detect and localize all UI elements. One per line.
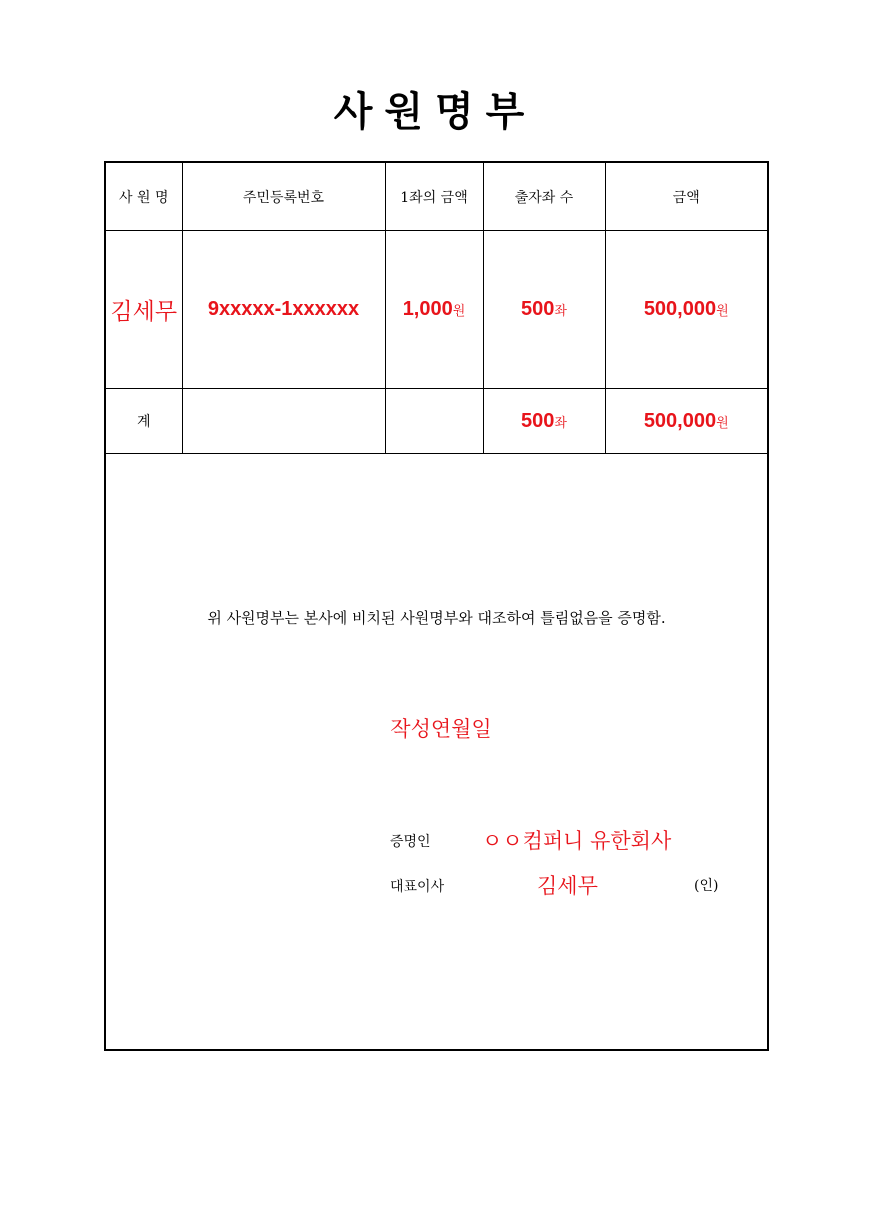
resident-number-cell (182, 231, 385, 389)
total-amount-cell (605, 389, 767, 454)
total-amount-suffix: 원 (716, 415, 729, 431)
certifier-label: 증명인 (390, 834, 431, 850)
share-count-value: 500 (521, 298, 555, 320)
certifier-company: ㅇㅇ컴퍼니 유한회사 (482, 829, 672, 853)
header-unit-price: 1좌의 금액 (385, 163, 483, 231)
table-header-row (106, 163, 767, 231)
amount-suffix: 원 (716, 304, 729, 319)
seal-mark: (인) (694, 878, 719, 894)
total-label: 계 (106, 389, 182, 454)
ceo-name: 김세무 (537, 874, 598, 898)
member-register-table (106, 163, 767, 454)
total-share-count-suffix: 좌 (554, 415, 567, 431)
share-count-cell (483, 231, 605, 389)
certification-statement: 위 사원명부는 본사에 비치된 사원명부와 대조하여 틀림없음을 증명함. (207, 609, 666, 627)
register-frame (104, 161, 769, 1051)
total-row (106, 389, 767, 454)
total-amount-value: 500,000 (643, 409, 717, 432)
header-resident-number: 주민등록번호 (182, 163, 385, 231)
total-share-count-cell (483, 389, 605, 454)
ceo-label: 대표이사 (390, 879, 445, 895)
unit-price-suffix: 원 (452, 304, 466, 319)
resident-number: 9xxxxx-1xxxxxx (207, 298, 360, 320)
amount-cell (605, 231, 767, 389)
share-count-suffix: 좌 (554, 304, 567, 319)
total-empty-cell (182, 389, 385, 454)
header-share-count: 출자좌 수 (483, 163, 605, 231)
total-empty-cell (385, 389, 483, 454)
document-title: 사원명부 (333, 88, 537, 135)
member-name-cell (106, 231, 182, 389)
date-placeholder: 작성연월일 (390, 717, 492, 741)
member-name: 김세무 (110, 299, 178, 325)
unit-price-value: 1,000 (402, 298, 453, 320)
header-amount: 금액 (605, 163, 767, 231)
header-name: 사 원 명 (106, 163, 182, 231)
total-share-count-value: 500 (521, 409, 555, 432)
amount-value: 500,000 (643, 298, 717, 320)
unit-price-cell (385, 231, 483, 389)
table-row (106, 231, 767, 389)
